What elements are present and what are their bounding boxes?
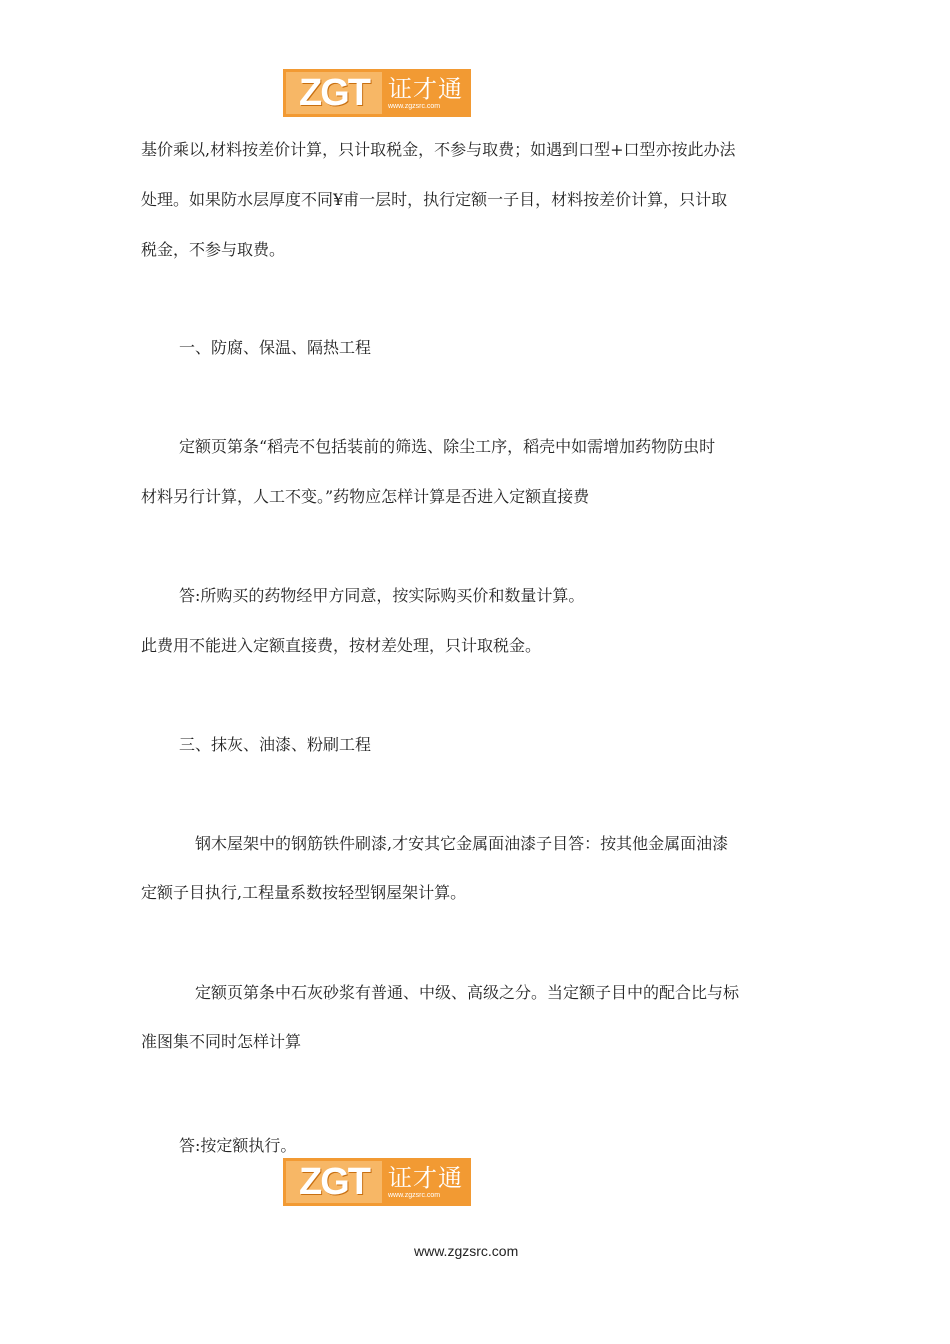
paragraph-line: 处理。如果防水层厚度不同¥甫一层时，执行定额一子目，材料按差价计算，只计取	[141, 190, 728, 209]
section-heading: 三、抹灰、油漆、粉刷工程	[179, 735, 372, 754]
logo-url: www.zgzsrc.com	[388, 1191, 441, 1199]
paragraph-line: 此费用不能进入定额直接费，按材差处理，只计取税金。	[141, 636, 542, 655]
paragraph-line: 定额页第条“稻壳不包括装前的筛选、除尘工序，稻壳中如需增加药物防虫时	[179, 437, 716, 456]
paragraph-line: 基价乘以,材料按差价计算，只计取税金，不参与取费；如遇到口型+口型亦按此办法	[141, 140, 736, 159]
paragraph-line: 税金，不参与取费。	[141, 240, 286, 259]
answer-line: 答:所购买的药物经甲方同意，按实际购买价和数量计算。	[179, 586, 585, 605]
logo-mark: ZGT	[286, 72, 382, 114]
logo-mark: ZGT	[286, 1161, 382, 1203]
logo-text-block	[382, 1158, 471, 1206]
logo	[283, 69, 471, 117]
paragraph-line: 材料另行计算，人工不变。”药物应怎样计算是否进入定额直接费	[141, 487, 590, 506]
paragraph-line: 定额子目执行,工程量系数按轻型钢屋架计算。	[141, 883, 467, 902]
answer-line: 答:按定额执行。	[179, 1136, 297, 1155]
paragraph-line: 准图集不同时怎样计算	[141, 1032, 302, 1051]
logo	[283, 1158, 471, 1206]
logo-url: www.zgzsrc.com	[388, 102, 441, 110]
logo-brand-name: 证才通	[388, 74, 463, 103]
footer-url[interactable]: www.zgzsrc.com	[414, 1243, 519, 1259]
logo-text-block	[382, 69, 471, 117]
logo-brand-name: 证才通	[388, 1163, 463, 1192]
paragraph-line: 钢木屋架中的钢筋铁件刷漆,才安其它金属面油漆子目答：按其他金属面油漆	[195, 834, 729, 853]
section-heading: 一、防腐、保温、隔热工程	[179, 338, 372, 357]
paragraph-line: 定额页第条中石灰砂浆有普通、中级、高级之分。当定额子目中的配合比与标	[195, 983, 740, 1002]
